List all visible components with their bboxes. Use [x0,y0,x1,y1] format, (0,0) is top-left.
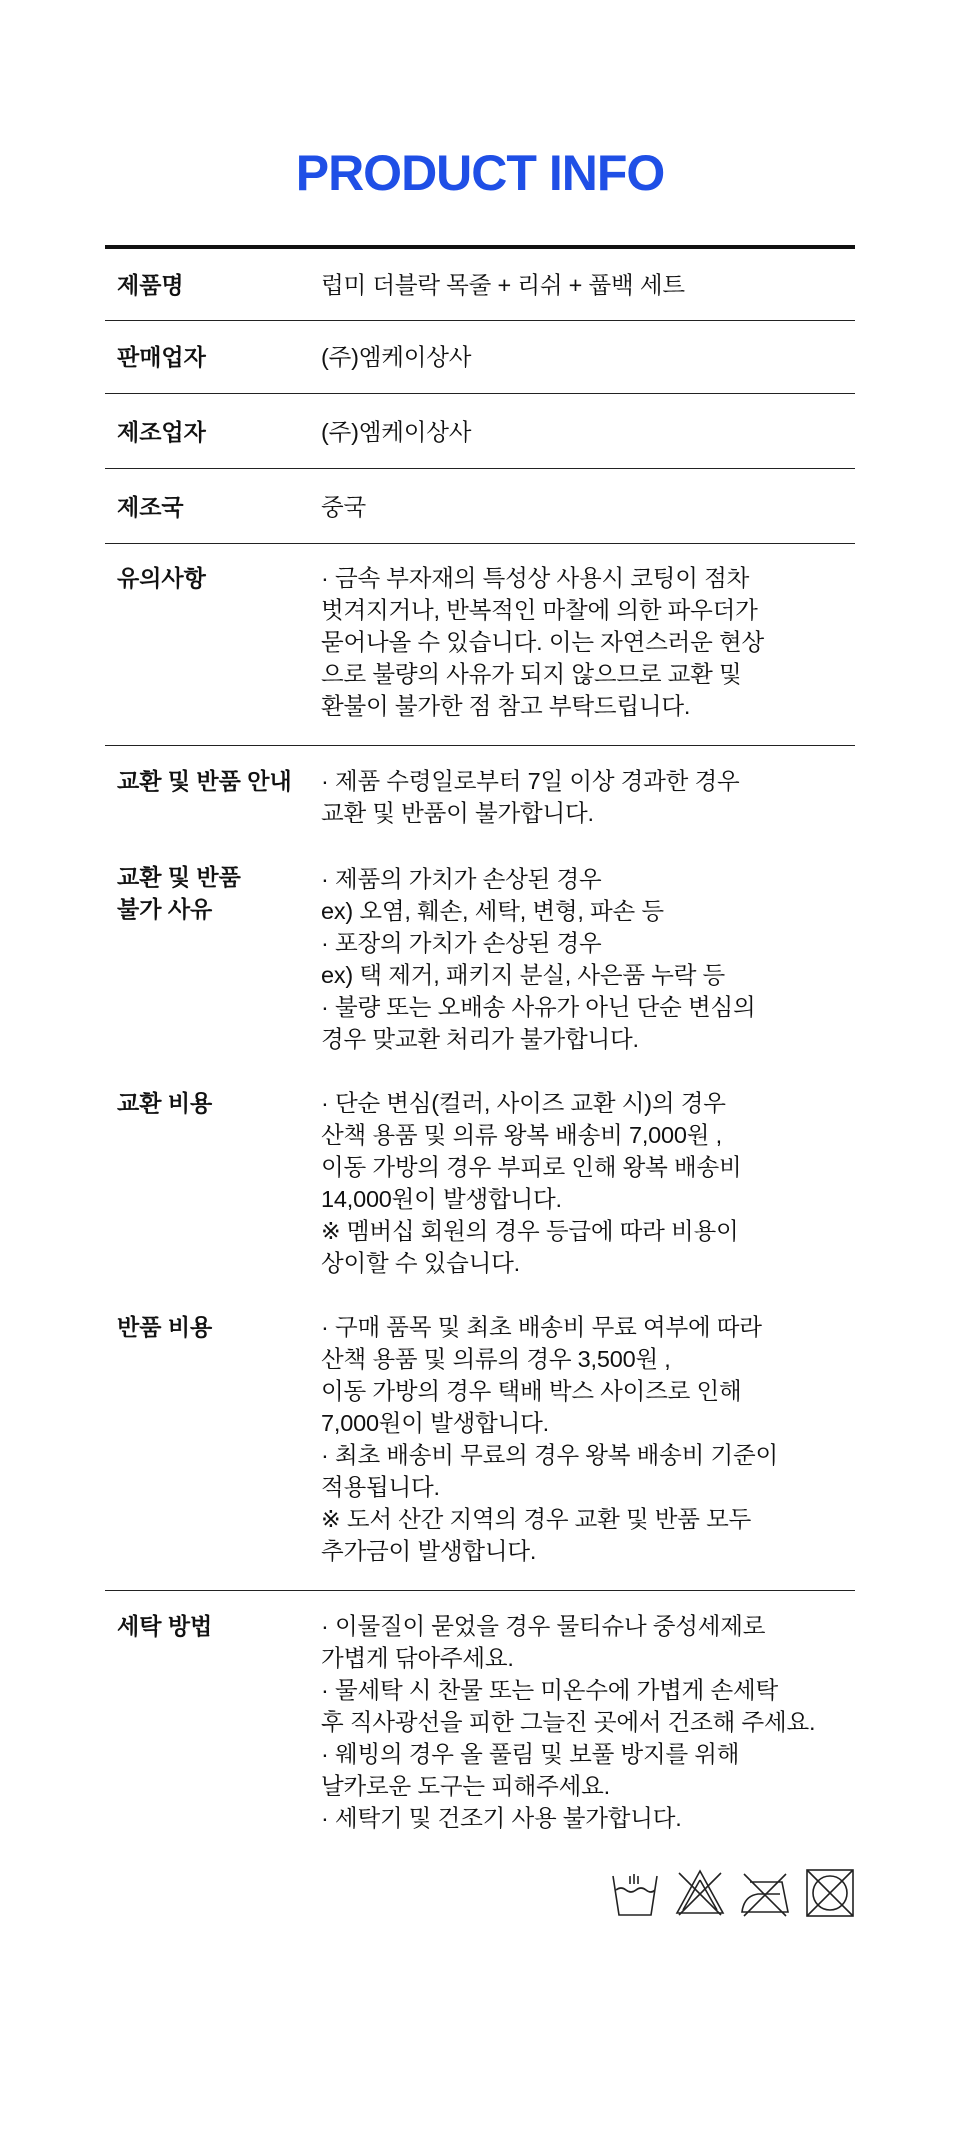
row-value: · 이물질이 묻었을 경우 물티슈나 중성세제로 가볍게 닦아주세요. · 물세탁 시 찬물 또는 미온수에 가볍게 손세탁 후 직사광선을 피한 그늘진 곳에서 건조해 주세요. · 웨빙의 경우 올 풀림 및 보풀 방지를 위해 날카로운 도구는 피해주세요. · 세탁기 및 건조기 사용 불가합니다. [321,1613,816,1831]
do-not-bleach-icon [675,1868,725,1918]
row-label: 판매업자 [117,344,206,370]
row-value: (주)엠케이상사 [321,344,472,370]
page-title: PRODUCT INFO [295,145,665,201]
row-value: 중국 [321,494,367,520]
do-not-iron-icon [740,1868,790,1918]
row-manufacturer [105,394,855,469]
row-country [105,469,855,544]
row-precautions [105,544,855,746]
row-label: 교환 비용 [117,1090,213,1116]
row-label: 반품 비용 [117,1314,213,1340]
row-value: (주)엠케이상사 [321,419,472,445]
product-info-table [105,245,855,1834]
row-label: 교환 및 반품 불가 사유 [117,864,241,922]
row-label: 교환 및 반품 안내 [117,768,292,794]
row-label: 세탁 방법 [117,1613,213,1639]
row-return-cost [105,1279,855,1591]
care-icons [610,1868,855,1918]
row-product-name [105,249,855,321]
row-value: · 금속 부자재의 특성상 사용시 코팅이 점차 벗겨지거나, 반복적인 마찰에 의한 파우더가 묻어나올 수 있습니다. 이는 자연스러운 현상 으로 불량의 사유가 되지 않으므로 교환 및 환불이 불가한 점 참고 부탁드립니다. [321,565,764,719]
row-label: 제조업자 [117,419,206,445]
row-exchange-cost [105,1055,855,1279]
row-value: 럽미 더블락 목줄 + 리쉬 + 풉백 세트 [321,272,685,298]
row-label: 제품명 [117,272,184,298]
row-label: 유의사항 [117,565,206,591]
row-value: · 구매 품목 및 최초 배송비 무료 여부에 따라 산책 용품 및 의류의 경우 3,500원 , 이동 가방의 경우 택배 박스 사이즈로 인해 7,000원이 발생합니다. · 최초 배송비 무료의 경우 왕복 배송비 기준이 적용됩니다. ※ 도서 산간 지역의 경우 교환 및 반품 모두 추가금이 발생합니다. [321,1314,778,1564]
row-value: · 제품 수령일로부터 7일 이상 경과한 경우 교환 및 반품이 불가합니다. [321,768,740,826]
row-seller [105,321,855,394]
row-value: · 단순 변심(컬러, 사이즈 교환 시)의 경우 산책 용품 및 의류 왕복 배송비 7,000원 , 이동 가방의 경우 부피로 인해 왕복 배송비 14,000원이 발생합니다. ※ 멤버십 회원의 경우 등급에 따라 비용이 상이할 수 있습니다. [321,1090,742,1276]
row-value: · 제품의 가치가 손상된 경우 ex) 오염, 훼손, 세탁, 변형, 파손 등 · 포장의 가치가 손상된 경우 ex) 택 제거, 패키지 분실, 사은품 누락 등 · 불량 또는 오배송 사유가 아닌 단순 변심의 경우 맞교환 처리가 불가합니다. [321,866,756,1052]
row-exchange-guide [105,746,855,829]
hand-wash-icon [610,1868,660,1918]
row-exchange-restrictions [105,829,855,1055]
row-label: 제조국 [117,494,184,520]
row-washing [105,1591,855,1834]
do-not-tumble-dry-icon [805,1868,855,1918]
